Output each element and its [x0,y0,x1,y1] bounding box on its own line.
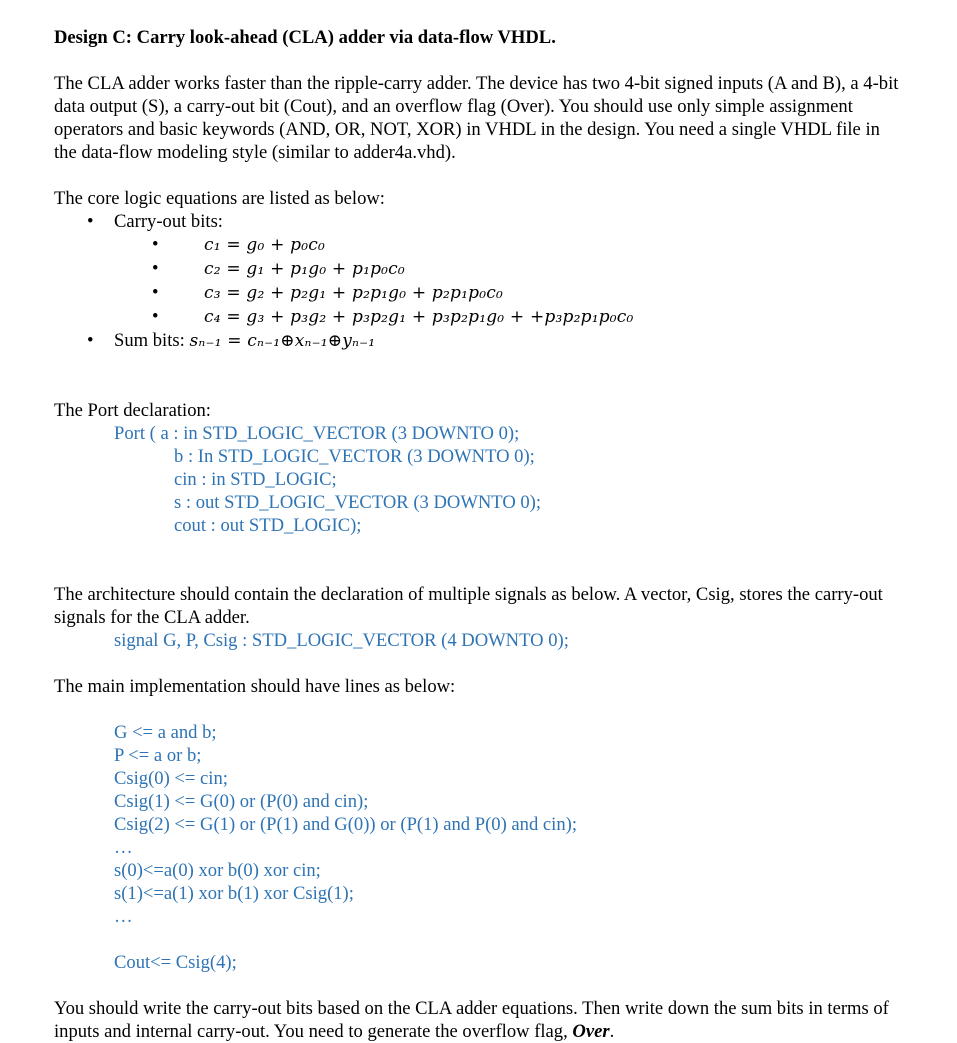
bullet: • [152,234,159,255]
equation-c2: c₂ = g₁ + p₁g₀ + p₁p₀c₀ [204,259,405,279]
port-line: Port ( a : in STD_LOGIC_VECTOR (3 DOWNTO 0); [114,423,520,444]
implementation-heading: The main implementation should have lines as below: [54,676,456,697]
code-ellipsis: … [114,837,133,858]
port-line: s : out STD_LOGIC_VECTOR (3 DOWNTO 0); [174,492,542,513]
intro-paragraph: The CLA adder works faster than the ripple-carry adder. The device has two 4-bit signed inputs (A and B), a 4-bit data output (S), a carry-out bit (Cout), and an overflow flag (Over). You should use only simple assignment operators and basic keywords (AND, OR, NOT, XOR) in VHDL in the design. You need a single VHDL file in the data-flow modeling style (similar to adder4a.vhd). [54,73,899,163]
carry-out-item [54,210,904,329]
carry-out-label: Carry-out bits: [114,211,223,232]
carry-equation [114,257,904,281]
bullet: • [87,211,94,232]
code-line: Csig(0) <= cin; [114,768,228,789]
carry-equation-list [114,233,904,329]
carry-equation [114,281,904,305]
code-line: Csig(2) <= G(1) or (P(1) and G(0)) or (P(1) and P(0) and cin); [114,814,577,835]
bullet: • [152,282,159,303]
equations-heading: The core logic equations are listed as below: [54,188,385,209]
over-flag-name: Over [572,1021,610,1042]
port-line: cout : out STD_LOGIC); [174,515,362,536]
code-line: P <= a or b; [114,745,202,766]
sum-bits-item [54,329,904,353]
equation-c3: c₃ = g₂ + p₂g₁ + p₂p₁g₀ + p₂p₁p₀c₀ [204,283,503,303]
carry-equation [114,233,904,257]
signal-declaration: signal G, P, Csig : STD_LOGIC_VECTOR (4 DOWNTO 0); [114,630,569,651]
port-line: b : In STD_LOGIC_VECTOR (3 DOWNTO 0); [174,446,535,467]
code-line: Csig(1) <= G(0) or (P(0) and cin); [114,791,369,812]
page-title: Design C: Carry look-ahead (CLA) adder via data-flow VHDL. [54,27,556,48]
code-line: G <= a and b; [114,722,217,743]
closing-paragraph [54,997,904,1043]
bullet: • [152,306,159,327]
closing-period: . [609,1021,615,1042]
code-line-cout: Cout<= Csig(4); [114,952,237,973]
sum-equation: sₙ₋₁ = cₙ₋₁⊕xₙ₋₁⊕yₙ₋₁ [189,331,376,351]
bullet: • [87,330,94,351]
sum-bits-label: Sum bits: [114,330,190,351]
equation-c1: c₁ = g₀ + p₀c₀ [204,235,325,255]
closing-text: You should write the carry-out bits based on the CLA adder equations. Then write down the sum bits in terms of inputs and internal carry-out. You need to generate the overflow flag, [54,998,889,1042]
port-line: cin : in STD_LOGIC; [174,469,337,490]
code-line: s(0)<=a(0) xor b(0) xor cin; [114,860,321,881]
port-heading: The Port declaration: [54,400,211,421]
code-ellipsis: … [114,906,133,927]
document [54,26,904,1043]
port-declaration [54,422,904,537]
code-line: s(1)<=a(1) xor b(1) xor Csig(1); [114,883,354,904]
bullet: • [152,258,159,279]
carry-equation [114,305,904,329]
architecture-paragraph: The architecture should contain the declaration of multiple signals as below. A vector, Csig, stores the carry-out signals for the CLA adder. [54,584,883,628]
code-block [54,721,904,974]
equation-c4: c₄ = g₃ + p₃g₂ + p₃p₂g₁ + p₃p₂p₁g₀ + +p₃p₂p₁p₀c₀ [204,307,634,327]
equations-list [54,210,904,353]
